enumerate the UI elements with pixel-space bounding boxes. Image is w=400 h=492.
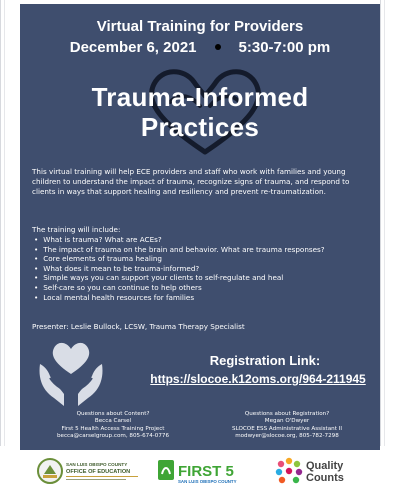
registration-contact-details[interactable]: modwyer@slocoe.org, 805-782-7298 bbox=[235, 433, 339, 440]
registration-link[interactable]: https://slocoe.k12oms.org/964-211945 bbox=[150, 372, 366, 386]
hands-holding-heart-icon bbox=[34, 334, 108, 412]
headline-line-1: Trauma-Informed bbox=[91, 82, 309, 112]
registration-label: Registration Link: bbox=[209, 353, 321, 368]
sponsor-logos bbox=[20, 452, 380, 490]
list-item: • Core elements of trauma healing bbox=[34, 254, 325, 264]
list-item: • Self-care so you can continue to help others bbox=[34, 283, 325, 293]
content-contact-name: Becca Carsel bbox=[94, 418, 132, 425]
first5-subtitle: SAN LUIS OBISPO COUNTY bbox=[178, 479, 237, 484]
list-item: • The impact of trauma on the brain and behavior. What are trauma responses? bbox=[34, 245, 325, 255]
topics-intro: The training will include: bbox=[32, 225, 121, 234]
content-contact-role: First 5 Health Access Training Project bbox=[61, 425, 165, 432]
soe-line-1: SAN LUIS OBISPO COUNTY bbox=[66, 462, 128, 467]
content-contact bbox=[28, 411, 198, 441]
content-contact-details[interactable]: becca@carselgroup.com, 805-674-0776 bbox=[56, 433, 170, 440]
separator-dot bbox=[215, 44, 221, 50]
content-contact-question: Questions about Content? bbox=[76, 411, 150, 417]
event-date-row bbox=[20, 39, 380, 56]
slo-county-office-of-education-logo bbox=[36, 456, 146, 486]
training-flyer bbox=[20, 4, 380, 450]
topics-list bbox=[34, 235, 325, 302]
flyer-headline bbox=[20, 82, 380, 142]
registration-contact bbox=[202, 411, 372, 441]
soe-line-2: OFFICE OF EDUCATION bbox=[66, 469, 131, 475]
list-item: • Local mental health resources for families bbox=[34, 293, 325, 303]
registration-contact-name: Megan O'Dwyer bbox=[264, 418, 310, 425]
registration-contact-question: Questions about Registration? bbox=[244, 411, 330, 417]
left-page-edge bbox=[0, 0, 20, 446]
qc-line-2: Counts bbox=[306, 472, 344, 484]
list-item: • What is trauma? What are ACEs? bbox=[34, 235, 325, 245]
list-item: • What does it mean to be trauma-informed? bbox=[34, 264, 325, 274]
registration-contact-role: SLOCOE ESS Administrative Assistant II bbox=[232, 425, 342, 432]
first5-name: FIRST 5 bbox=[178, 463, 234, 480]
list-item: • Simple ways you can support your clients to self-regulate and heal bbox=[34, 273, 325, 283]
qc-line-1: Quality bbox=[306, 460, 344, 472]
event-title: Virtual Training for Providers bbox=[96, 18, 304, 35]
headline-line-2: Practices bbox=[140, 112, 260, 142]
first-5-logo bbox=[156, 458, 256, 486]
quality-counts-logo bbox=[272, 454, 372, 488]
event-date: December 6, 2021 bbox=[69, 39, 197, 56]
event-time: 5:30-7:00 pm bbox=[238, 39, 331, 56]
right-page-edge bbox=[380, 0, 400, 446]
presenter-line: Presenter: Leslie Bullock, LCSW, Trauma Therapy Specialist bbox=[32, 322, 245, 331]
intro-paragraph: This virtual training will help ECE providers and staff who work with families and young children to understand the impact of trauma, recognize signs of trauma, and respond to clients in ways that support healing and resiliency and prevent re-traumatization. bbox=[32, 167, 350, 196]
